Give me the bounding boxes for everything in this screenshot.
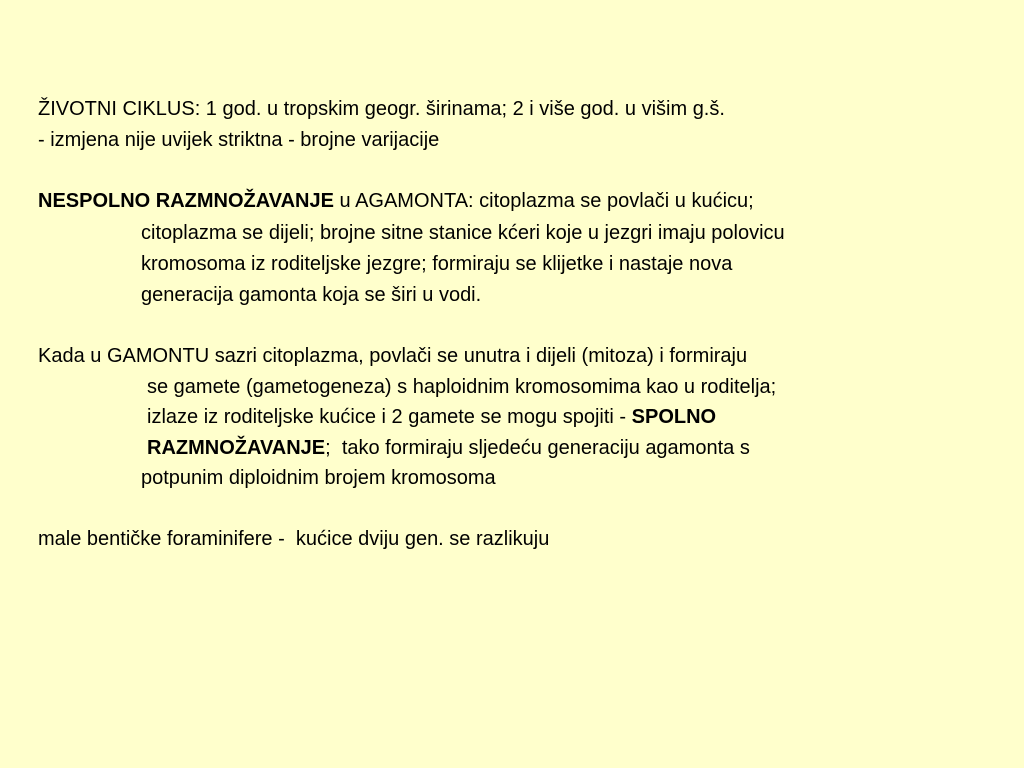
sexual-line-2: se gamete (gametogeneza) s haploidnim kromosomima kao u roditelja;	[147, 376, 777, 398]
asexual-line-4: generacija gamonta koja se širi u vodi.	[141, 284, 482, 306]
sexual-line-4-text: ; tako formiraju sljedeću generaciju agamonta s	[325, 437, 750, 459]
asexual-line-1	[38, 186, 754, 216]
asexual-line-3: kromosoma iz roditeljske jezgre; formiraju se klijetke i nastaje nova	[141, 253, 733, 275]
asexual-line-2: citoplazma se dijeli; brojne sitne stanice kćeri koje u jezgri imaju polovicu	[141, 222, 785, 244]
sexual-line-5: potpunim diploidnim brojem kromosoma	[141, 467, 496, 489]
asexual-line-1-text: u AGAMONTA: citoplazma se povlači u kućicu;	[333, 190, 754, 212]
life-cycle-line-2: - izmjena nije uvijek striktna - brojne varijacije	[38, 129, 440, 151]
sexual-reproduction-term-part-2: RAZMNOŽAVANJE	[147, 437, 326, 459]
sexual-line-1: Kada u GAMONTU sazri citoplazma, povlači se unutra i dijeli (mitoza) i formiraju	[38, 345, 748, 367]
sexual-line-3-text: izlaze iz roditeljske kućice i 2 gamete se mogu spojiti -	[147, 406, 632, 428]
sexual-reproduction-term-part-1: SPOLNO	[631, 406, 717, 428]
life-cycle-line-1: ŽIVOTNI CIKLUS: 1 god. u tropskim geogr. širinama; 2 i više god. u višim g.š.	[38, 98, 725, 120]
benthic-foraminifera-note: male bentičke foraminifere - kućice dviju gen. se razlikuju	[38, 528, 550, 550]
asexual-reproduction-term: NESPOLNO RAZMNOŽAVANJE	[38, 190, 334, 212]
sexual-line-3	[147, 402, 716, 432]
sexual-line-4	[147, 433, 750, 463]
